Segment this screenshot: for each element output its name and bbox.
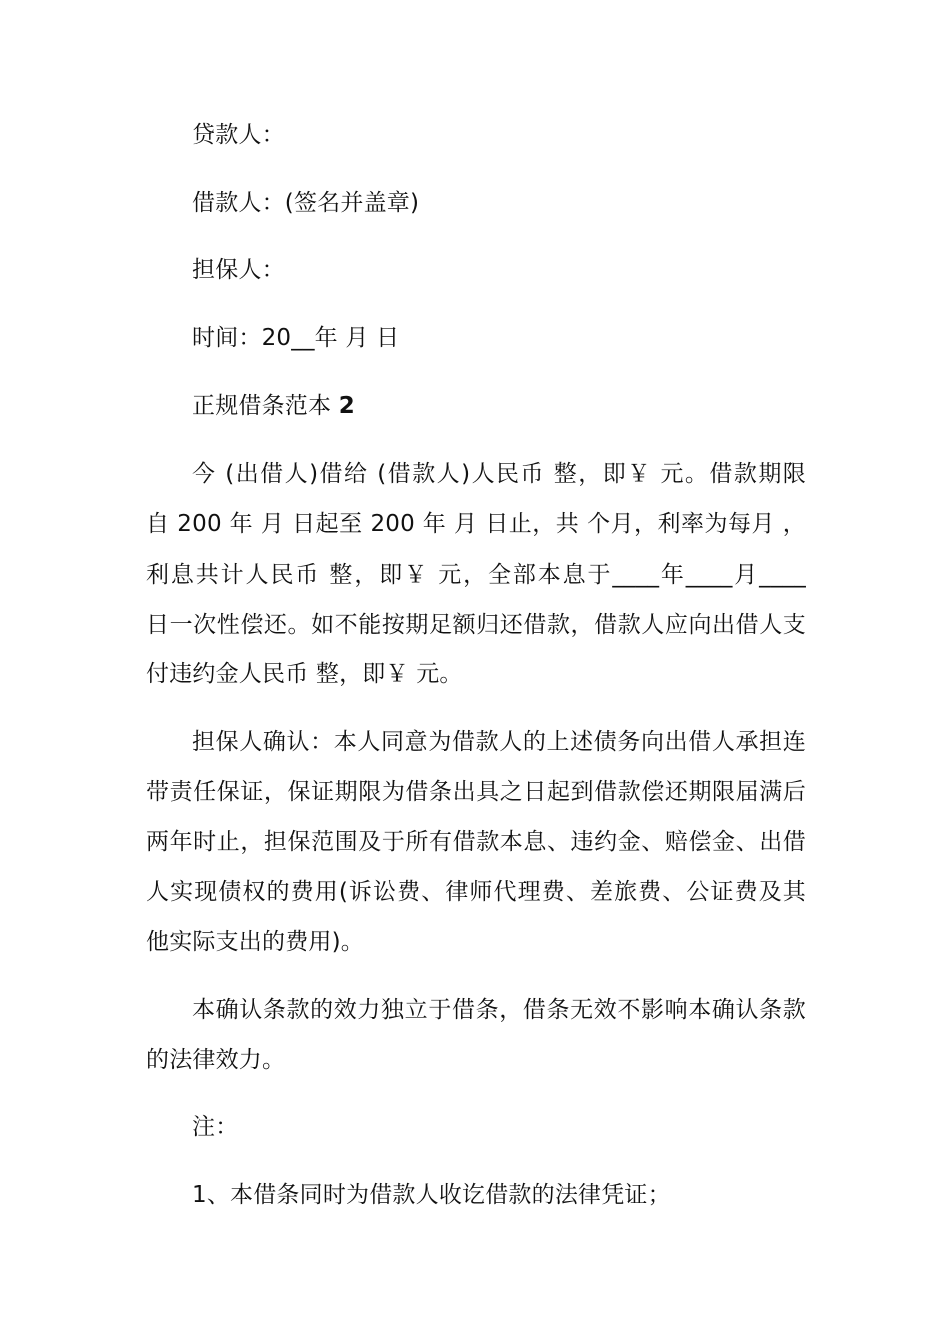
paragraph-line: 带责任保证，保证期限为借条出具之日起到借款偿还期限届满后: [146, 779, 806, 805]
guarantor-signature-line: 担保人：: [192, 257, 285, 283]
paragraph-line: 本确认条款的效力独立于借条，借条无效不影响本确认条款: [192, 997, 806, 1023]
paragraph-line: 担保人确认：本人同意为借款人的上述债务向出借人承担连: [192, 729, 806, 755]
paragraph-line: 今 (出借人)借给 (借款人)人民币 整，即￥ 元。借款期限: [192, 461, 806, 487]
section-heading: [192, 391, 355, 421]
section-heading-text: 正规借条范本: [192, 393, 332, 419]
paragraph-line: 两年时止，担保范围及于所有借款本息、违约金、赔偿金、出借: [146, 829, 806, 855]
paragraph-line: 利息共计人民币 整，即￥ 元，全部本息于____年____月____: [146, 562, 806, 588]
paragraph-line: 自 200 年 月 日起至 200 年 月 日止，共 个月，利率为每月 ，: [146, 511, 806, 537]
borrower-signature-line: 借款人：(签名并盖章): [192, 190, 420, 216]
paragraph-line: 日一次性偿还。如不能按期足额归还借款，借款人应向出借人支: [146, 612, 806, 638]
note-label: 注：: [192, 1114, 239, 1140]
lender-signature-line: 贷款人：: [192, 122, 285, 148]
paragraph-line: 付违约金人民币 整，即￥ 元。: [146, 661, 463, 687]
paragraph-line: 人实现债权的费用(诉讼费、律师代理费、差旅费、公证费及其: [146, 879, 806, 905]
section-heading-number: 2: [338, 393, 355, 419]
date-line: 时间：20__年 月 日: [192, 325, 400, 351]
note-item: 1、本借条同时为借款人收讫借款的法律凭证；: [192, 1182, 671, 1208]
paragraph-line: 他实际支出的费用)。: [146, 929, 364, 955]
paragraph-line: 的法律效力。: [146, 1047, 286, 1073]
